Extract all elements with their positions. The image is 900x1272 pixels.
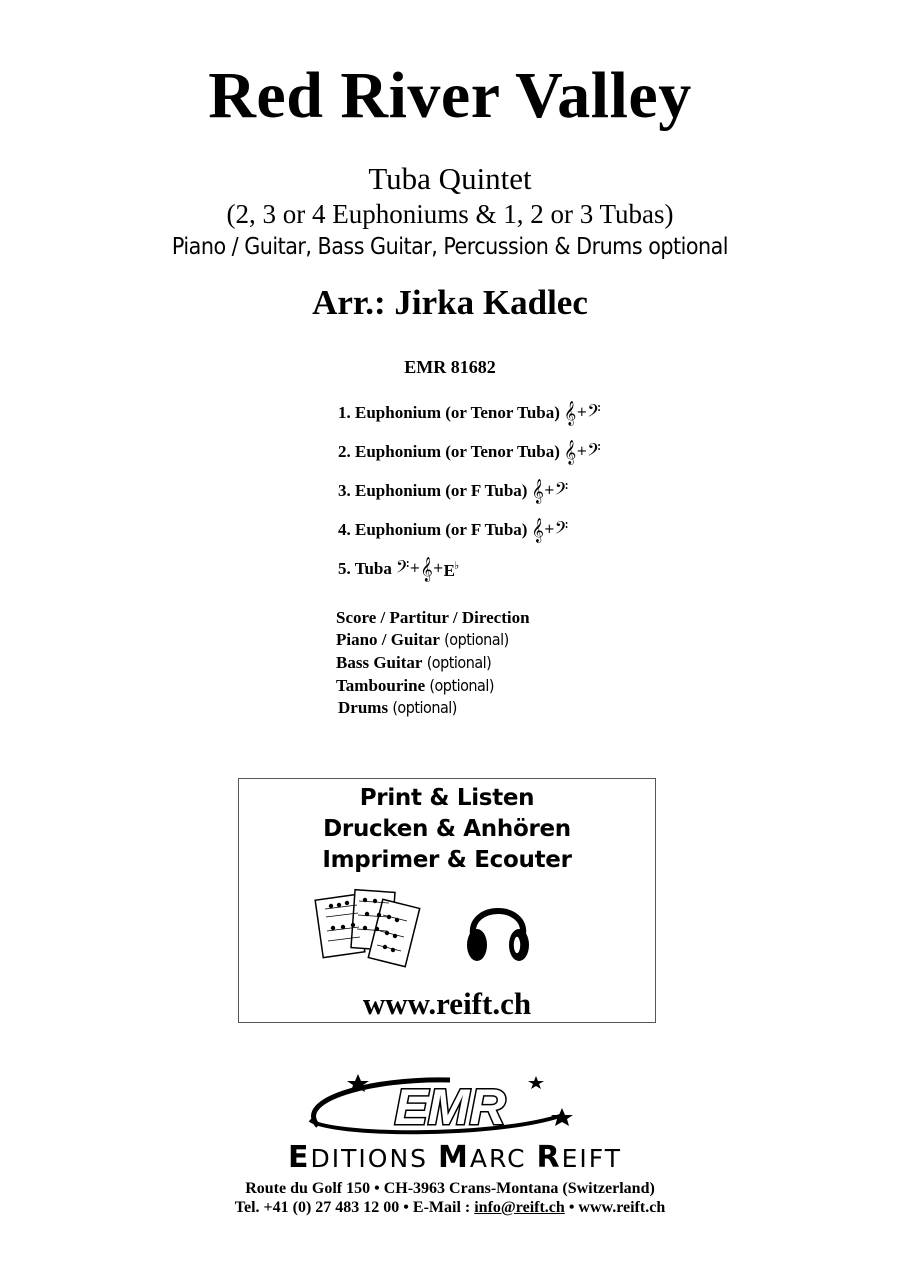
publisher-name-part: EIFT (561, 1144, 622, 1173)
publisher-name-part: R (536, 1140, 562, 1175)
plus-sign: + (543, 521, 554, 537)
part-item (338, 556, 458, 582)
e-flat-key: E (443, 560, 454, 580)
treble-clef-icon: 𝄞 (563, 400, 576, 425)
treble-clef-icon: 𝄞 (563, 439, 576, 464)
clef-symbols (531, 479, 567, 504)
promo-line-en: Print & Listen (359, 785, 535, 811)
part-label: 4. Euphonium (or F Tuba) (338, 520, 528, 539)
part-label: 3. Euphonium (or F Tuba) (338, 481, 528, 500)
part-item (338, 439, 600, 465)
extra-label: Drums (338, 698, 389, 717)
treble-clef-icon: 𝄞 (531, 478, 543, 503)
bass-clef-icon: 𝄢 (554, 517, 568, 542)
extra-note: (optional) (444, 630, 509, 649)
plus-sign: + (543, 482, 554, 498)
clef-symbols (564, 440, 600, 465)
publisher-name-part: ARC (469, 1144, 537, 1173)
bass-clef-icon: 𝄢 (395, 556, 409, 581)
part-item (338, 517, 567, 543)
sheet-music-icon (313, 887, 423, 969)
plus-sign: + (576, 404, 587, 420)
ensemble-subtitle: Tuba Quintet (368, 161, 532, 196)
catalog-number: EMR 81682 (404, 357, 496, 377)
publisher-name (240, 1140, 670, 1175)
promo-line-de: Drucken & Anhören (323, 816, 571, 842)
clef-symbols (396, 557, 458, 582)
bass-clef-icon: 𝄢 (587, 439, 600, 464)
treble-clef-icon: 𝄞 (531, 517, 543, 542)
bass-clef-icon: 𝄢 (554, 478, 568, 503)
arranger: Arr.: Jirka Kadlec (312, 283, 588, 322)
extra-label: Bass Guitar (336, 653, 423, 672)
treble-clef-icon: 𝄞 (420, 556, 432, 581)
flat-icon: ♭ (453, 558, 459, 572)
publisher-contact (0, 1199, 900, 1217)
extra-label: Piano / Guitar (336, 630, 440, 649)
extra-item (336, 676, 494, 696)
emr-logo (300, 1072, 600, 1142)
extra-item (336, 630, 509, 650)
clef-symbols (564, 401, 600, 426)
publisher-name-part: DITIONS (310, 1144, 438, 1173)
clef-symbols (531, 518, 567, 543)
print-listen-box (238, 778, 656, 1023)
plus-sign: + (432, 560, 443, 576)
part-item (338, 400, 600, 426)
extra-note: (optional) (392, 698, 457, 717)
plus-sign: + (576, 443, 587, 459)
part-label: 1. Euphonium (or Tenor Tuba) (338, 403, 560, 422)
bass-clef-icon: 𝄢 (587, 400, 600, 425)
part-label: 5. Tuba (338, 559, 392, 578)
promo-line-fr: Imprimer & Ecouter (322, 847, 572, 873)
plus-sign: + (409, 560, 420, 576)
logo-text: EMR (394, 1079, 506, 1135)
part-label: 2. Euphonium (or Tenor Tuba) (338, 442, 560, 461)
extra-note: (optional) (429, 676, 494, 695)
extra-item (336, 653, 491, 673)
headphones-icon (463, 891, 533, 967)
publisher-address: Route du Golf 150 • CH-3963 Crans-Montana (Switzerland) (245, 1180, 655, 1197)
extra-label: Tambourine (336, 676, 426, 695)
extra-label: Score / Partitur / Direction (336, 608, 530, 627)
contact-suffix: • www.reift.ch (564, 1199, 666, 1216)
extra-item (336, 608, 530, 628)
instrumentation: (2, 3 or 4 Euphoniums & 1, 2 or 3 Tubas) (226, 199, 674, 229)
optional-instruments: Piano / Guitar, Bass Guitar, Percussion & Drums optional (171, 234, 729, 260)
extra-item (338, 698, 457, 718)
email-link[interactable]: info@reift.ch (474, 1199, 565, 1216)
publisher-name-part: M (437, 1140, 470, 1175)
part-item (338, 478, 567, 504)
extra-note: (optional) (426, 653, 492, 672)
score-title: Red River Valley (208, 59, 692, 132)
contact-prefix: Tel. +41 (0) 27 483 12 00 • E-Mail : (234, 1199, 475, 1216)
publisher-name-part: E (288, 1140, 311, 1175)
promo-url[interactable]: www.reift.ch (362, 986, 532, 1021)
